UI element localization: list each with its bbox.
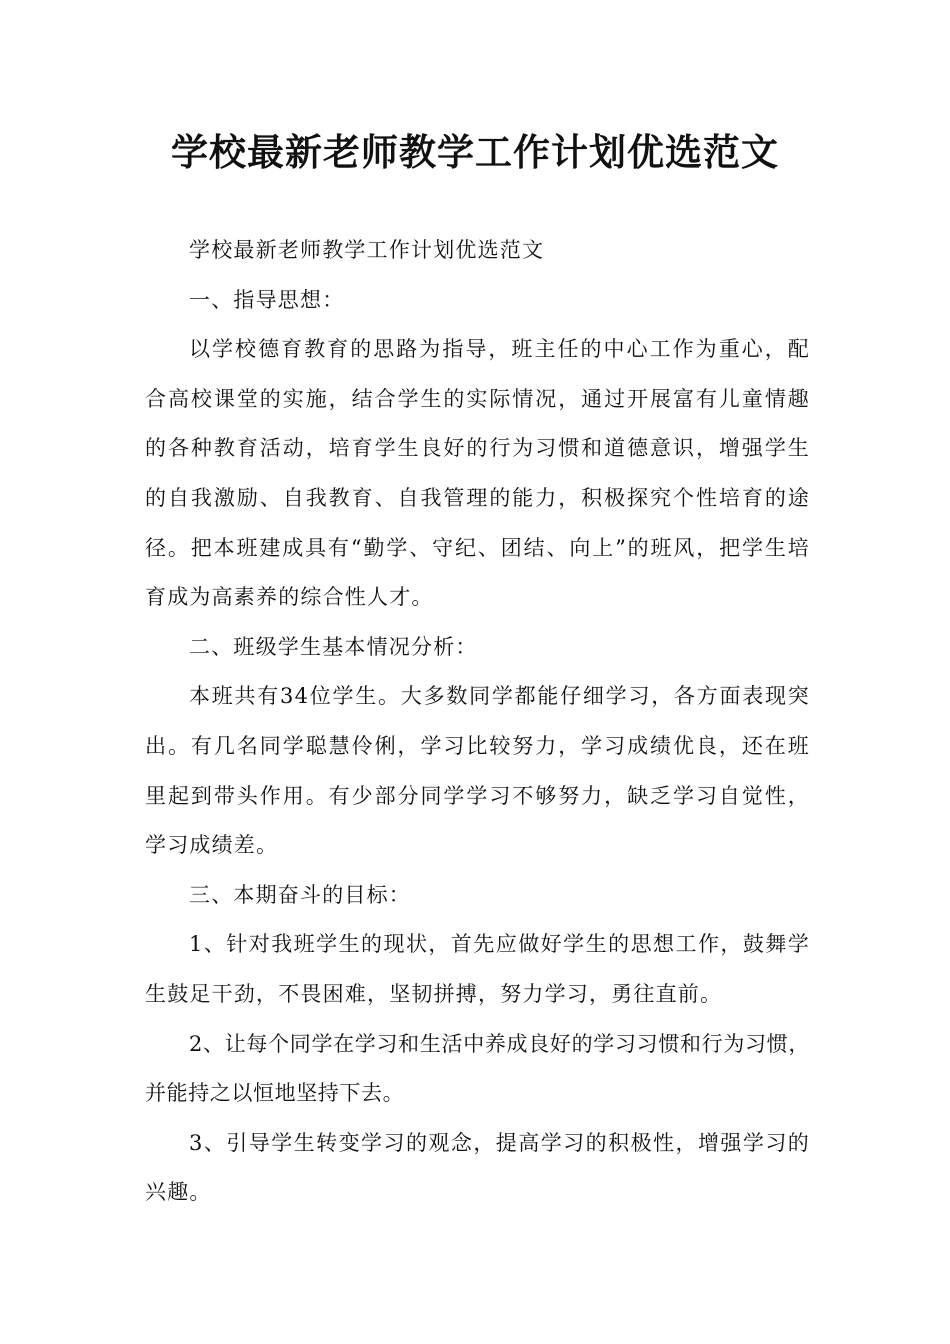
section-heading-guiding-thought: 一、指导思想：	[189, 287, 345, 312]
document-body	[145, 226, 810, 1218]
paragraph-class-analysis: 本班共有34位学生。大多数同学都能仔细学习，各方面表现突出。有几名同学聪慧伶俐，学习比较努力，学习成绩优良，还在班里起到带头作用。有少部分同学学习不够努力，缺乏学习自觉性，学习成绩差。	[145, 684, 810, 858]
document-title: 学校最新老师教学工作计划优选范文	[171, 131, 779, 174]
goal-item-2: 2、让每个同学在学习和生活中养成良好的学习习惯和行为习惯，并能持之以恒地坚持下去。	[145, 1031, 810, 1106]
section-heading-goals: 三、本期奋斗的目标：	[189, 882, 411, 907]
subtitle-paragraph: 学校最新老师教学工作计划优选范文	[189, 238, 545, 262]
section-heading-class-analysis: 二、班级学生基本情况分析：	[189, 634, 478, 659]
goal-item-1: 1、针对我班学生的现状，首先应做好学生的思想工作，鼓舞学生鼓足干劲，不畏困难，坚韧拼搏，努力学习，勇往直前。	[145, 932, 810, 1006]
goal-item-3: 3、引导学生转变学习的观念，提高学习的积极性，增强学习的兴趣。	[145, 1130, 810, 1205]
paragraph-guiding-thought: 以学校德育教育的思路为指导，班主任的中心工作为重心，配合高校课堂的实施，结合学生的实际情况，通过开展富有儿童情趣的各种教育活动，培育学生良好的行为习惯和道德意识，增强学生的自我激励、自我教育、自我管理的能力，积极探究个性培育的途径。把本班建成具有“勤学、守纪、团结、向上”的班风，把学生培育成为高素养的综合性人才。	[145, 337, 810, 610]
